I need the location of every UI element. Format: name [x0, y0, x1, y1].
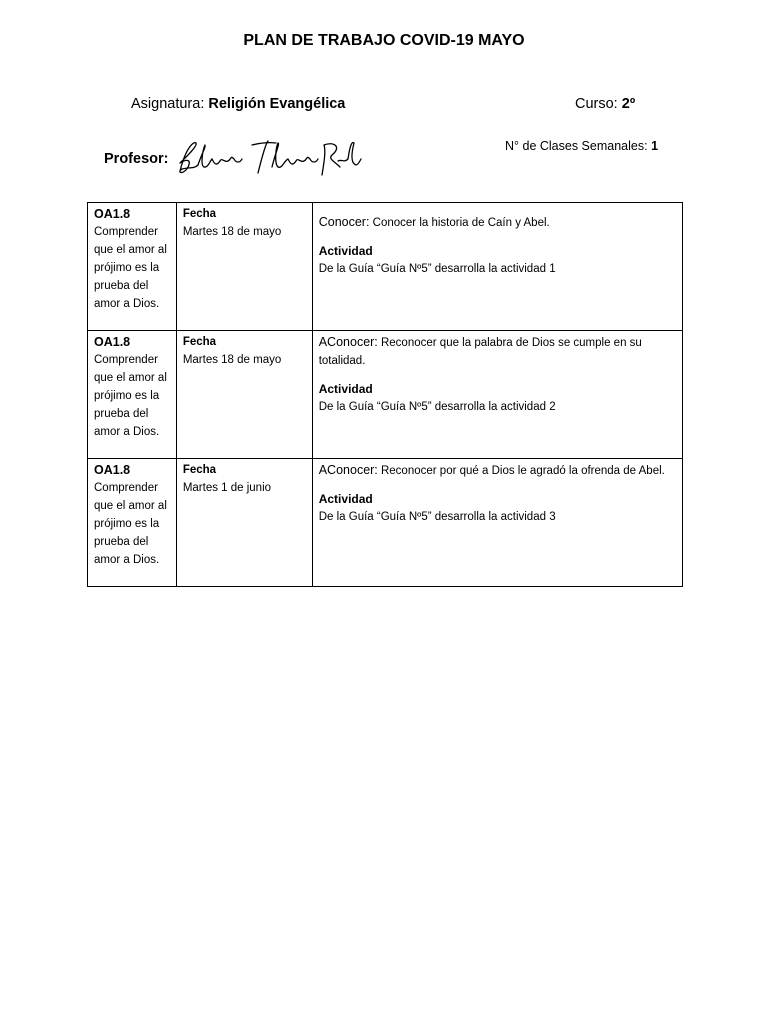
- date-label: Fecha: [182, 336, 217, 348]
- weekly-classes-label: N° de Clases Semanales:: [505, 139, 648, 153]
- teacher-line: [104, 137, 362, 181]
- activity-label: Actividad: [318, 492, 373, 506]
- objective-code: OA1.8: [94, 335, 131, 349]
- objective-text: Comprender que el amor al prójimo es la prueba del amor a Dios.: [94, 226, 167, 310]
- subject-label: Asignatura:: [131, 96, 205, 112]
- date-cell: [176, 459, 312, 587]
- activity-cell: [312, 459, 682, 587]
- course-line: [575, 96, 635, 112]
- date-value: Martes 1 de junio: [182, 482, 272, 494]
- weekly-classes-line: [505, 139, 658, 153]
- course-label: Curso:: [575, 96, 618, 112]
- goal-text: Reconocer por qué a Dios le agradó la ofrenda de Abel.: [380, 465, 665, 477]
- goal-label: AConocer:: [318, 335, 378, 349]
- activity-label: Actividad: [318, 382, 373, 396]
- date-cell: [176, 331, 312, 459]
- work-plan-table: [87, 202, 683, 587]
- weekly-classes-value: 1: [651, 139, 659, 153]
- subject-line: [131, 96, 345, 112]
- objective-cell: [88, 331, 177, 459]
- objective-code: OA1.8: [94, 463, 131, 477]
- teacher-label: Profesor:: [104, 151, 169, 167]
- objective-cell: [88, 459, 177, 587]
- date-cell: [176, 203, 312, 331]
- date-label: Fecha: [182, 208, 217, 220]
- objective-text: Comprender que el amor al prójimo es la prueba del amor a Dios.: [94, 354, 167, 438]
- objective-cell: [88, 203, 177, 331]
- teacher-signature: [172, 137, 362, 181]
- date-label: Fecha: [182, 464, 217, 476]
- objective-text: Comprender que el amor al prójimo es la prueba del amor a Dios.: [94, 482, 167, 566]
- goal-text: Conocer la historia de Caín y Abel.: [372, 217, 550, 229]
- activity-label: Actividad: [318, 244, 373, 258]
- activity-text: De la Guía “Guía Nº5” desarrolla la actividad 1: [318, 263, 556, 275]
- goal-label: Conocer:: [318, 215, 370, 229]
- document-title: PLAN DE TRABAJO COVID-19 MAYO: [243, 32, 525, 49]
- activity-text: De la Guía “Guía Nº5” desarrolla la actividad 3: [318, 511, 556, 523]
- table-row: [88, 459, 683, 587]
- goal-text: Reconocer que la palabra de Dios se cumple en su totalidad.: [318, 337, 642, 367]
- objective-code: OA1.8: [94, 207, 131, 221]
- date-value: Martes 18 de mayo: [182, 226, 282, 238]
- goal-label: AConocer:: [318, 463, 378, 477]
- activity-cell: [312, 203, 682, 331]
- activity-text: De la Guía “Guía Nº5” desarrolla la actividad 2: [318, 401, 556, 413]
- course-value: 2º: [621, 96, 636, 112]
- subject-value: Religión Evangélica: [208, 96, 346, 112]
- table-row: [88, 203, 683, 331]
- date-value: Martes 18 de mayo: [182, 354, 282, 366]
- activity-cell: [312, 331, 682, 459]
- table-row: [88, 331, 683, 459]
